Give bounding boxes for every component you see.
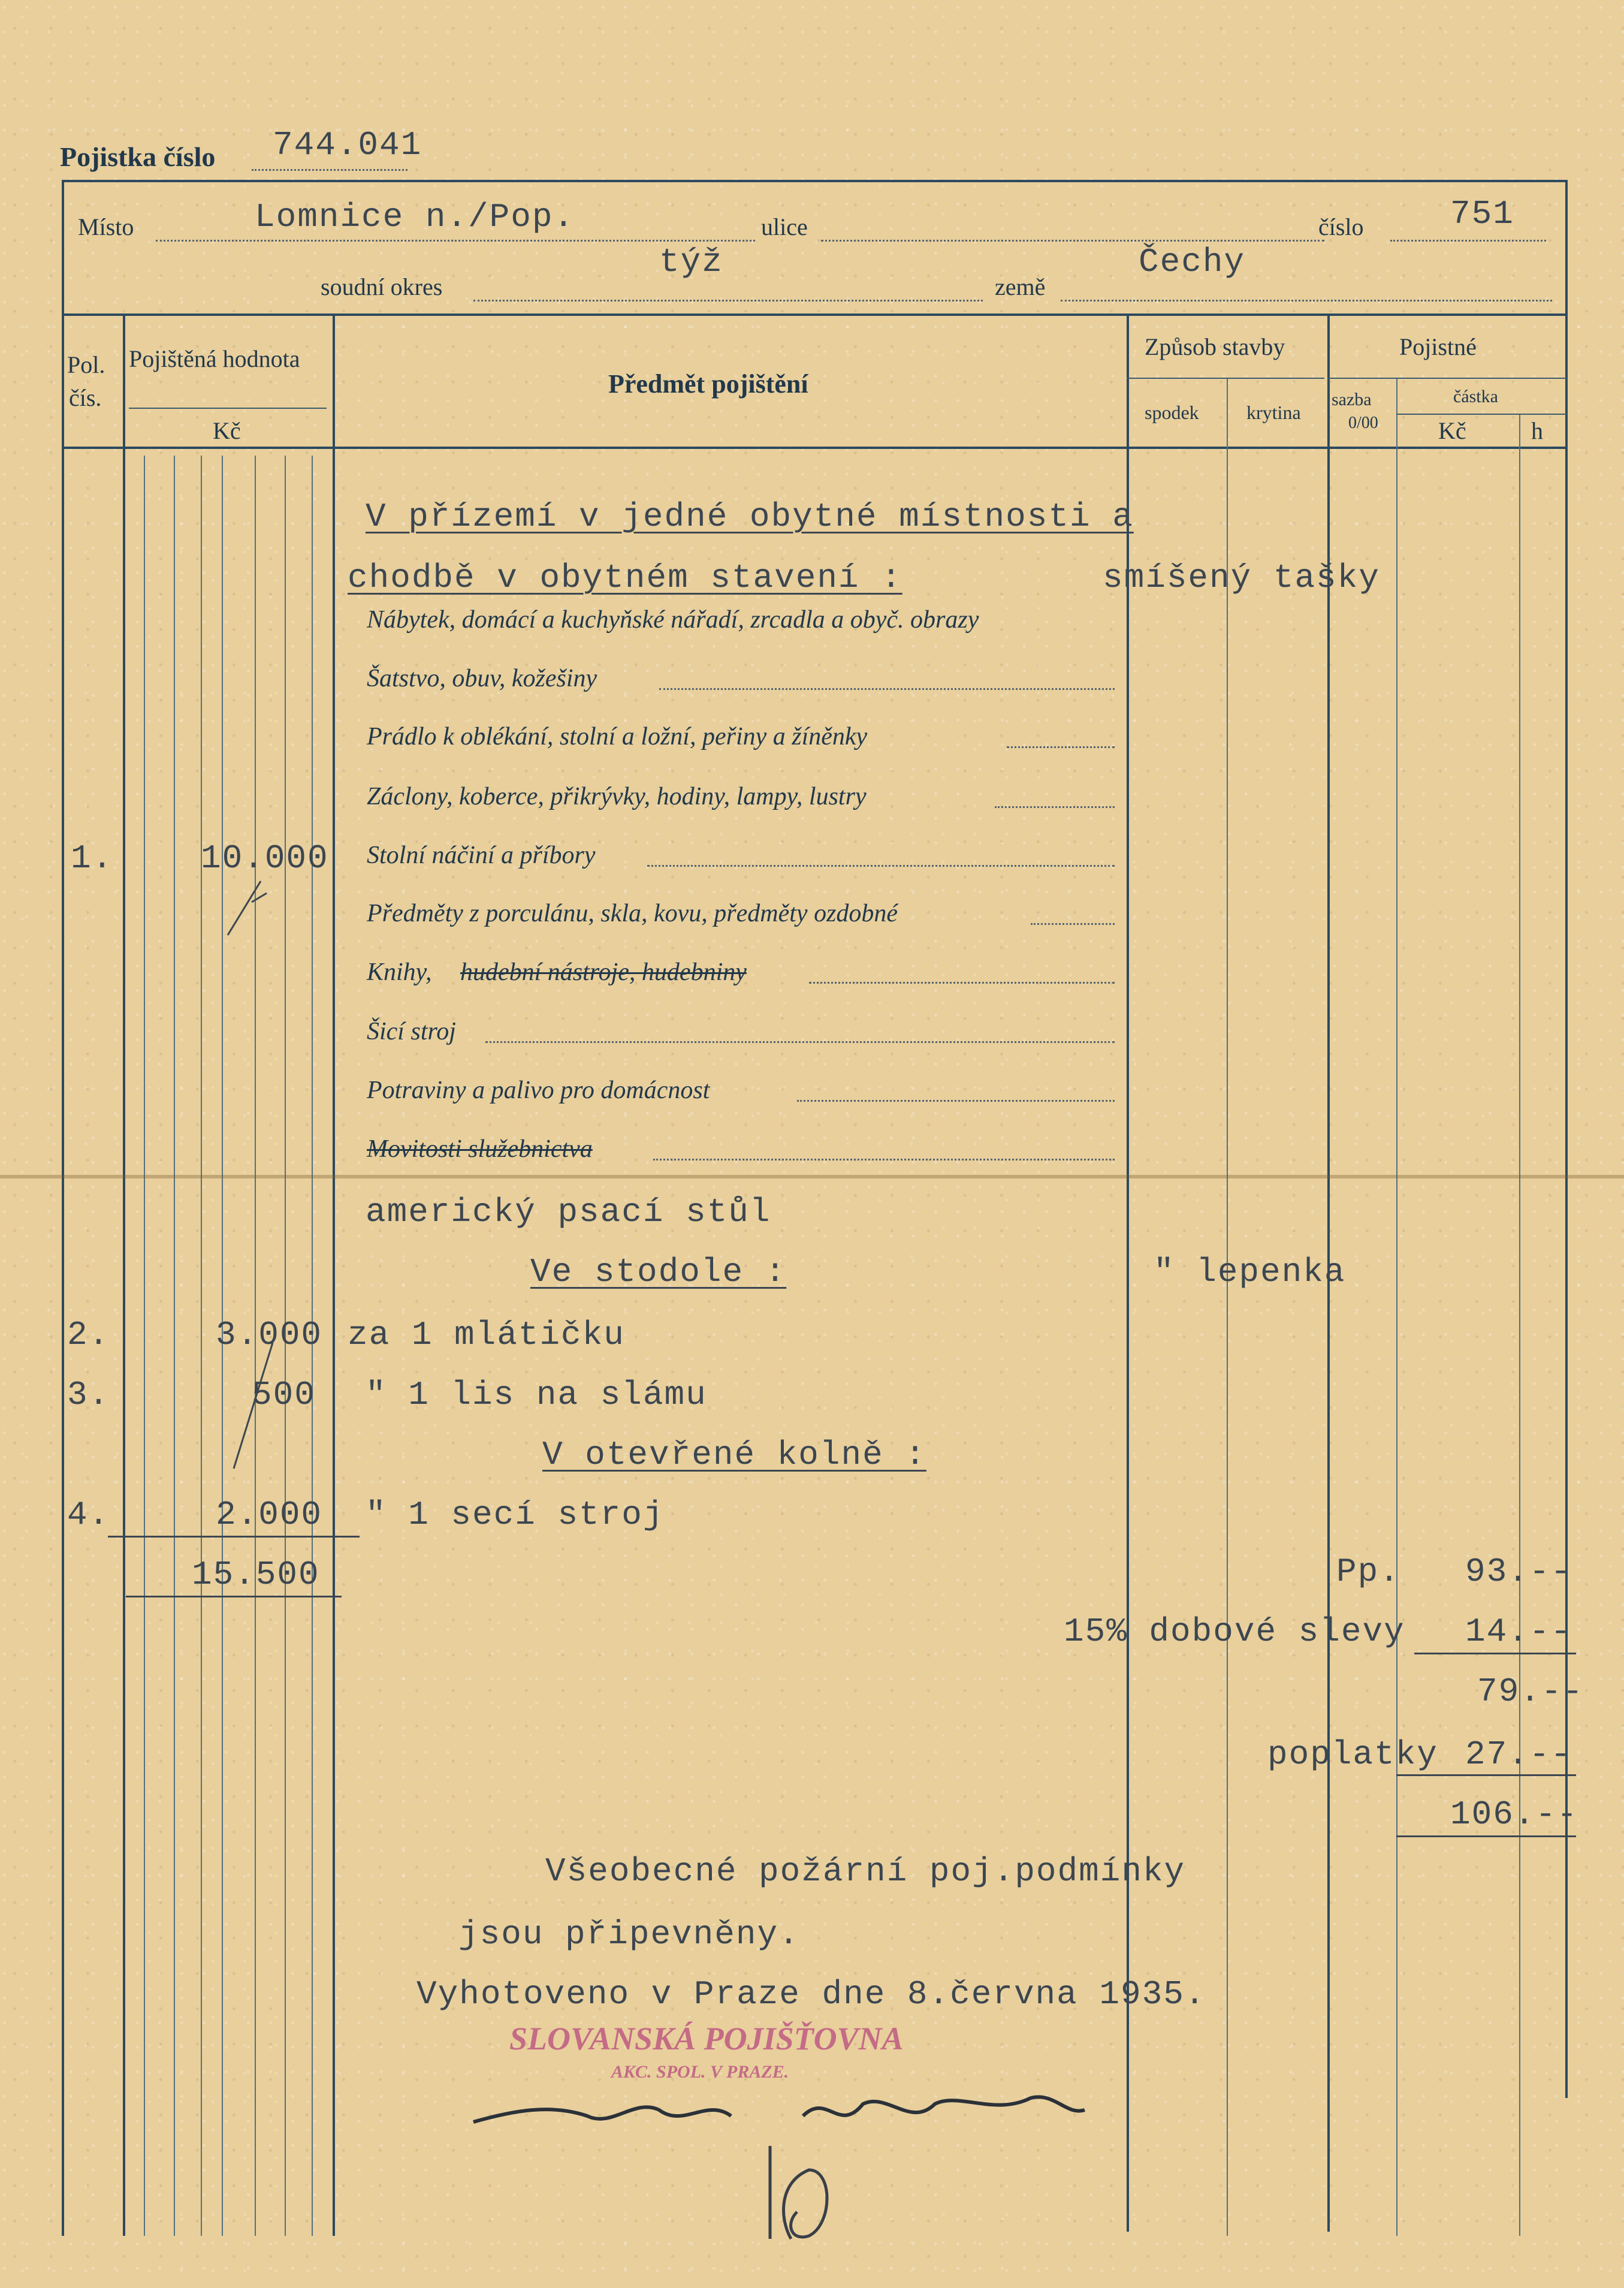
discount-value: 14.-- — [1465, 1612, 1572, 1651]
item-curtains: Záclony, koberce, přikrývky, hodiny, lampy, lustry — [367, 783, 867, 810]
check-marks — [216, 869, 288, 1529]
item-books: Knihy, — [367, 958, 432, 986]
fold-crease — [0, 1175, 1624, 1178]
col-promile: 0/00 — [1348, 414, 1378, 432]
okres-label: soudní okres — [321, 273, 443, 300]
row-1-pol: 1. — [71, 839, 114, 878]
col-kc2: Kč — [1438, 417, 1466, 444]
col-sazba: sazba — [1332, 390, 1372, 409]
col-pojistne: Pojistné — [1399, 333, 1477, 360]
item-linen: Prádlo k oblékání, stolní a ložní, peřiny a žíněnky — [367, 723, 868, 750]
conditions-line-1: Všeobecné požární poj.podmínky — [545, 1852, 1186, 1891]
col-krytina: krytina — [1246, 402, 1301, 423]
location-line-1: V přízemí v jedné obytné místnosti a — [366, 498, 1134, 536]
issued-line: Vyhotoveno v Praze dne 8.června 1935. — [416, 1975, 1206, 2013]
item-furniture: Nábytek, domácí a kuchyňské nářadí, zrcadla a obyč. obrazy — [367, 606, 979, 634]
frame-top — [62, 180, 1567, 182]
subtotal-value: 79.-- — [1477, 1672, 1584, 1711]
policy-label: Pojistka číslo — [60, 141, 216, 172]
pp-value: 93.-- — [1465, 1553, 1572, 1591]
final-premium: 106.-- — [1450, 1795, 1578, 1834]
item-books-struck: hudební nástroje, hudebniny — [460, 958, 747, 986]
col-cis: čís. — [69, 384, 102, 411]
fees-label: poplatky — [1267, 1735, 1438, 1774]
pp-label: Pp. — [1336, 1553, 1400, 1591]
col-hodnota: Pojištěná hodnota — [129, 345, 300, 372]
desk-line: americký psací stůl — [366, 1193, 771, 1231]
okres-value: týž — [659, 243, 723, 281]
col-spodek: spodek — [1145, 402, 1199, 423]
insurer-stamp-sub: AKC. SPOL. V PRAZE. — [611, 2062, 789, 2082]
item-sewing-machine: Šicí stroj — [367, 1018, 456, 1045]
row-3-value: 500 — [252, 1376, 316, 1414]
row-3-pol: 3. — [67, 1376, 110, 1414]
total-value: 15.500 — [192, 1556, 320, 1594]
item-porcelain: Předměty z porculánu, skla, kovu, předměty ozdobné — [367, 900, 898, 927]
shed-heading: V otevřené kolně : — [542, 1436, 926, 1474]
frame-left — [62, 180, 64, 2236]
barn-heading: Ve stodole : — [530, 1253, 787, 1291]
item-cutlery: Stolní náčiní a příbory — [367, 842, 596, 869]
row-4-value: 2.000 — [216, 1496, 323, 1534]
zeme-label: země — [995, 273, 1046, 300]
col-predmet: Předmět pojištění — [608, 369, 808, 399]
col-h: h — [1531, 417, 1543, 444]
col-zpusob: Způsob stavby — [1145, 333, 1285, 360]
row-1-value: 10.000 — [201, 839, 329, 878]
misto-value: Lomnice n./Pop. — [255, 198, 575, 236]
construction-type: smíšený tašky — [1103, 559, 1380, 597]
col-castka: částka — [1453, 387, 1498, 406]
discount-label: 15% dobové slevy — [1064, 1612, 1405, 1651]
misto-label: Místo — [78, 213, 134, 240]
conditions-line-2: jsou připevněny. — [458, 1915, 800, 1954]
item-clothing: Šatstvo, obuv, kožešiny — [367, 665, 597, 692]
barn-construction: " lepenka — [1154, 1253, 1346, 1291]
col-kc: Kč — [213, 417, 241, 444]
ulice-label: ulice — [761, 213, 808, 240]
cislo-label: číslo — [1318, 213, 1364, 240]
insurer-stamp: SLOVANSKÁ POJIŠŤOVNA — [509, 2021, 904, 2057]
item-food: Potraviny a palivo pro domácnost — [367, 1077, 710, 1104]
row-2-pol: 2. — [67, 1316, 110, 1354]
row-4-text: " 1 secí stroj — [366, 1496, 665, 1534]
row-2-text: za 1 mlátičku — [348, 1316, 625, 1354]
item-servants: Movitosti služebnictva — [367, 1135, 593, 1163]
fees-value: 27.-- — [1465, 1735, 1572, 1774]
policy-number: 744.041 — [273, 126, 422, 164]
zeme-value: Čechy — [1139, 243, 1246, 281]
cislo-value: 751 — [1450, 195, 1514, 233]
row-4-pol: 4. — [67, 1496, 110, 1534]
handwritten-mark — [743, 2134, 839, 2254]
row-2-value: 3.000 — [216, 1316, 323, 1354]
row-3-text: " 1 lis na slámu — [366, 1376, 707, 1414]
col-pol: Pol. — [67, 351, 105, 378]
location-line-2: chodbě v obytném stavení : — [348, 559, 902, 597]
